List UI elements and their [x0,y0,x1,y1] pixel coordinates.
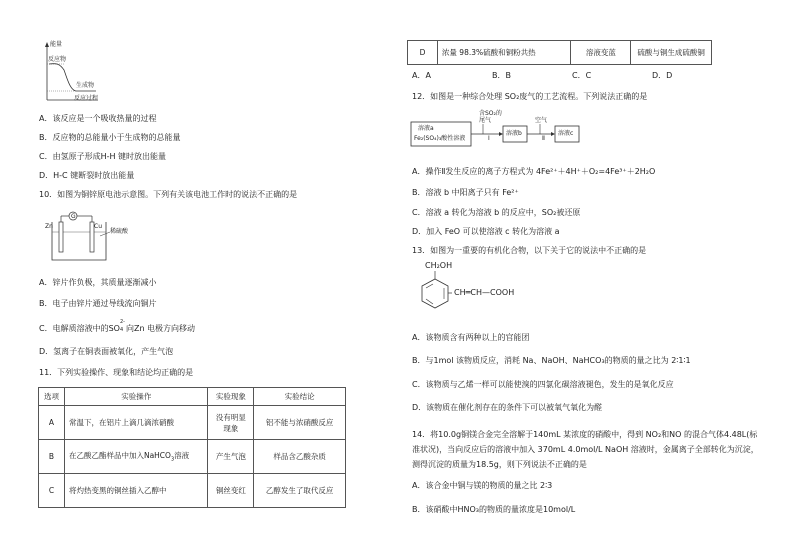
table-row [39,406,346,440]
table-row [39,440,346,474]
table-row [39,474,346,508]
energy-axis-label: 能量 [50,41,63,48]
table-cell: D [408,41,438,65]
q9-option-c: C．由氢原子形成H-H 键时放出能量 [39,152,167,161]
sulfate-subscript: 4 [119,327,124,333]
q13-option-b: B．与1mol 该物质反应，消耗 Na、NaOH、NaHCO₃的物质的量之比为 2∶1∶1 [412,356,691,365]
table-cell: A [39,406,65,440]
q12-option-b: B．溶液 b 中阳离子只有 Fe²⁺ [412,188,519,197]
q12-option-d: D．加入 FeO 可以使溶液 c 转化为溶液 a [412,227,560,236]
acrylic-chain: CH═CH—COOH [454,288,515,297]
solution-c-label: 溶液c [558,130,574,137]
cu-label: Cu [94,223,102,230]
q13-option-c: C．该物质与乙烯一样可以能使溴的四氯化碳溶液褪色，发生的是氧化反应 [412,380,674,389]
zn-label: Zn [45,223,53,230]
q11-answer-c: C．C [572,71,592,80]
table-cell: 硫酸与铜生成硫酸铜 [631,41,712,65]
q13-option-a: A．该物质含有两种以上的官能团 [412,333,530,342]
q12-option-a: A．操作Ⅱ发生反应的离子方程式为 4Fe²⁺＋4H⁺＋O₂=4Fe³⁺＋2H₂O [412,167,656,176]
so2-gas-label: 含SO₂的 [479,110,502,117]
air-label: 空气 [535,117,548,124]
table-header: 实验操作 [64,388,208,406]
q9-option-a: A．该反应是一个吸收热量的过程 [39,114,157,123]
solution-a-formula: Fe₂(SO₄)₃酸性溶液 [414,135,466,142]
q12-stem: 12．如图是一种综合处理 SO₂废气的工艺流程。下列说法正确的是 [412,92,648,101]
table-cell: C [39,474,65,508]
q14-stem-line-1: 14．将10.0g铜镁合金完全溶解于140mL 某浓度的硝酸中，得到 NO₂和NO 的混合气体4.48L(标 [412,430,758,439]
q10-option-d: D．氢离子在铜表面被氧化，产生气泡 [39,347,174,356]
q14-stem-line-2: 准状况)，当向反应后的溶液中加入 370mL 4.0mol/L NaOH 溶液时，金属离子全部转化为沉淀， [412,445,759,454]
table-cell-tail: 溶液 [174,451,190,461]
q12-option-c: C．溶液 a 转化为溶液 b 的反应中，SO₂被还原 [412,208,581,217]
sulfuric-acid-label: 稀硫酸 [110,228,129,235]
q11-answer-d: D．D [652,71,673,80]
q11-table-continued [407,40,712,65]
tail-gas-label: 尾气 [479,117,492,124]
ch2oh-group: CH₂OH [425,261,453,270]
table-header: 实验结论 [254,388,346,406]
q10-option-c [39,319,196,333]
product-label: 生成物 [76,82,95,89]
q11-answer-a: A．A [412,71,431,80]
q14-stem-line-3: 测得沉淀的质量为18.5g，则下列说法不正确的是 [412,460,587,469]
galvanometer-label: G [71,213,76,220]
q14-option-b: B．该硝酸中HNO₃的物质的量浓度是10mol/L [412,505,576,514]
q13-stem: 13．如图为一重要的有机化合物，以下关于它的说法中不正确的是 [412,246,647,255]
table-cell: 浓量 98.3%硫酸和铜粉共热 [437,41,571,65]
q11-table [38,387,346,508]
table-cell: 铝不能与浓硝酸反应 [254,406,346,440]
table-cell: 溶液变蓝 [571,41,631,65]
solution-b-label: 溶液b [506,130,522,137]
q10-option-b: B．电子由锌片通过导线流向铜片 [39,299,157,308]
table-cell: B [39,440,65,474]
q10-option-a: A．锌片作负极，其质量逐渐减小 [39,278,157,287]
reactant-label: 反应物 [48,56,67,63]
q10-option-c-tail: 向Zn 电极方向移动 [125,324,196,333]
table-cell: 乙醇发生了取代反应 [254,474,346,508]
q14-option-a: A．该合金中铜与镁的物质的量之比 2∶3 [412,481,553,490]
galvanic-cell-diagram [40,208,120,262]
sulfate-charge: 2- [119,319,125,325]
q10-option-c-text: C．电解质溶液中的SO [39,324,120,333]
table-cell-subscript: 3 [170,456,175,463]
table-cell: 常温下，在铝片上滴几滴浓硝酸 [64,406,208,440]
step-1-label: Ⅰ [488,135,490,142]
table-cell: 铜丝变红 [208,474,254,508]
table-cell: 产生气泡 [208,440,254,474]
q11-answer-b: B．B [492,71,511,80]
q11-stem: 11．下列实验操作、现象和结论均正确的是 [39,368,194,377]
q9-option-b: B．反应物的总能量小于生成物的总能量 [39,133,181,142]
table-cell: 没有明显现象 [208,406,254,440]
table-row [408,41,712,65]
table-cell: 将灼热变黑的铜丝插入乙醇中 [64,474,208,508]
q9-option-d: D．H-C 键断裂时放出能量 [39,171,135,180]
table-cell: 样品含乙酸杂质 [254,440,346,474]
q10-stem: 10．如图为铜锌原电池示意图。下列有关该电池工作时的说法不正确的是 [39,190,298,199]
reaction-process-label: 反应过程 [74,95,99,102]
table-cell [64,440,208,474]
table-header: 实验现象 [208,388,254,406]
q13-option-d: D．该物质在催化剂存在的条件下可以被氧气氧化为醛 [412,403,603,412]
benzene-ring-structure [418,277,458,313]
solution-a-label: 溶液a [418,125,434,132]
step-2-label: Ⅱ [542,135,545,142]
table-header: 选项 [39,388,65,406]
energy-diagram [40,40,100,102]
table-cell-text: 在乙酸乙酯样品中加入NaHCO [68,451,171,461]
